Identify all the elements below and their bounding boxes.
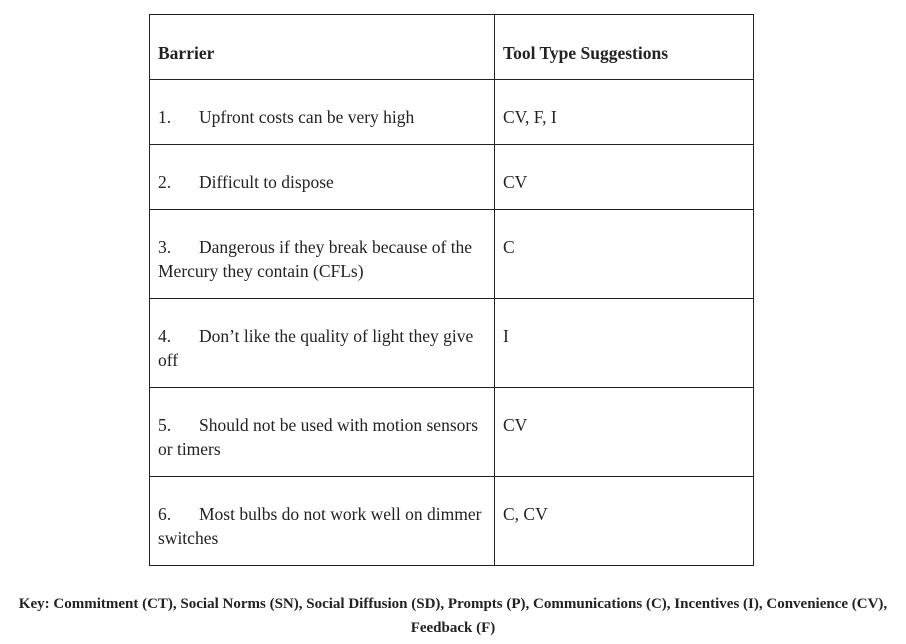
row-number: 3. [158,237,172,257]
table-row [150,299,754,388]
tools-cell: C [495,210,754,299]
barrier-cell [150,145,495,210]
table-row [150,80,754,145]
barrier-cell [150,477,495,566]
row-number: 6. [158,504,172,524]
barrier-cell [150,299,495,388]
barrier-cell [150,388,495,477]
barrier-text: Don’t like the quality of light they give off [158,326,474,370]
tools-cell: CV, F, I [495,80,754,145]
table-row [150,388,754,477]
row-number: 2. [158,172,172,192]
row-number: 4. [158,326,172,346]
table-row [150,210,754,299]
header-barrier: Barrier [150,15,495,80]
barrier-text: Dangerous if they break because of the Mercury they contain (CFLs) [158,237,473,281]
barrier-cell [150,210,495,299]
tools-cell: CV [495,388,754,477]
barrier-cell [150,80,495,145]
row-number: 5. [158,415,172,435]
table-header-row [150,15,754,80]
tools-cell: C, CV [495,477,754,566]
key-legend: Key: Commitment (CT), Social Norms (SN), Social Diffusion (SD), Prompts (P), Communications (C), Incentives (I), Convenience (CV), Feedback (F) [18,596,888,636]
table-row [150,145,754,210]
barrier-text: Should not be used with motion sensors or timers [158,415,479,459]
header-tool-type-suggestions: Tool Type Suggestions [495,15,754,80]
barrier-text: Upfront costs can be very high [199,107,415,127]
row-number: 1. [158,107,172,127]
tools-cell: CV [495,145,754,210]
tools-cell: I [495,299,754,388]
barrier-text: Most bulbs do not work well on dimmer switches [158,504,482,548]
table-row [150,477,754,566]
barrier-table [149,14,754,566]
barrier-text: Difficult to dispose [199,172,334,192]
